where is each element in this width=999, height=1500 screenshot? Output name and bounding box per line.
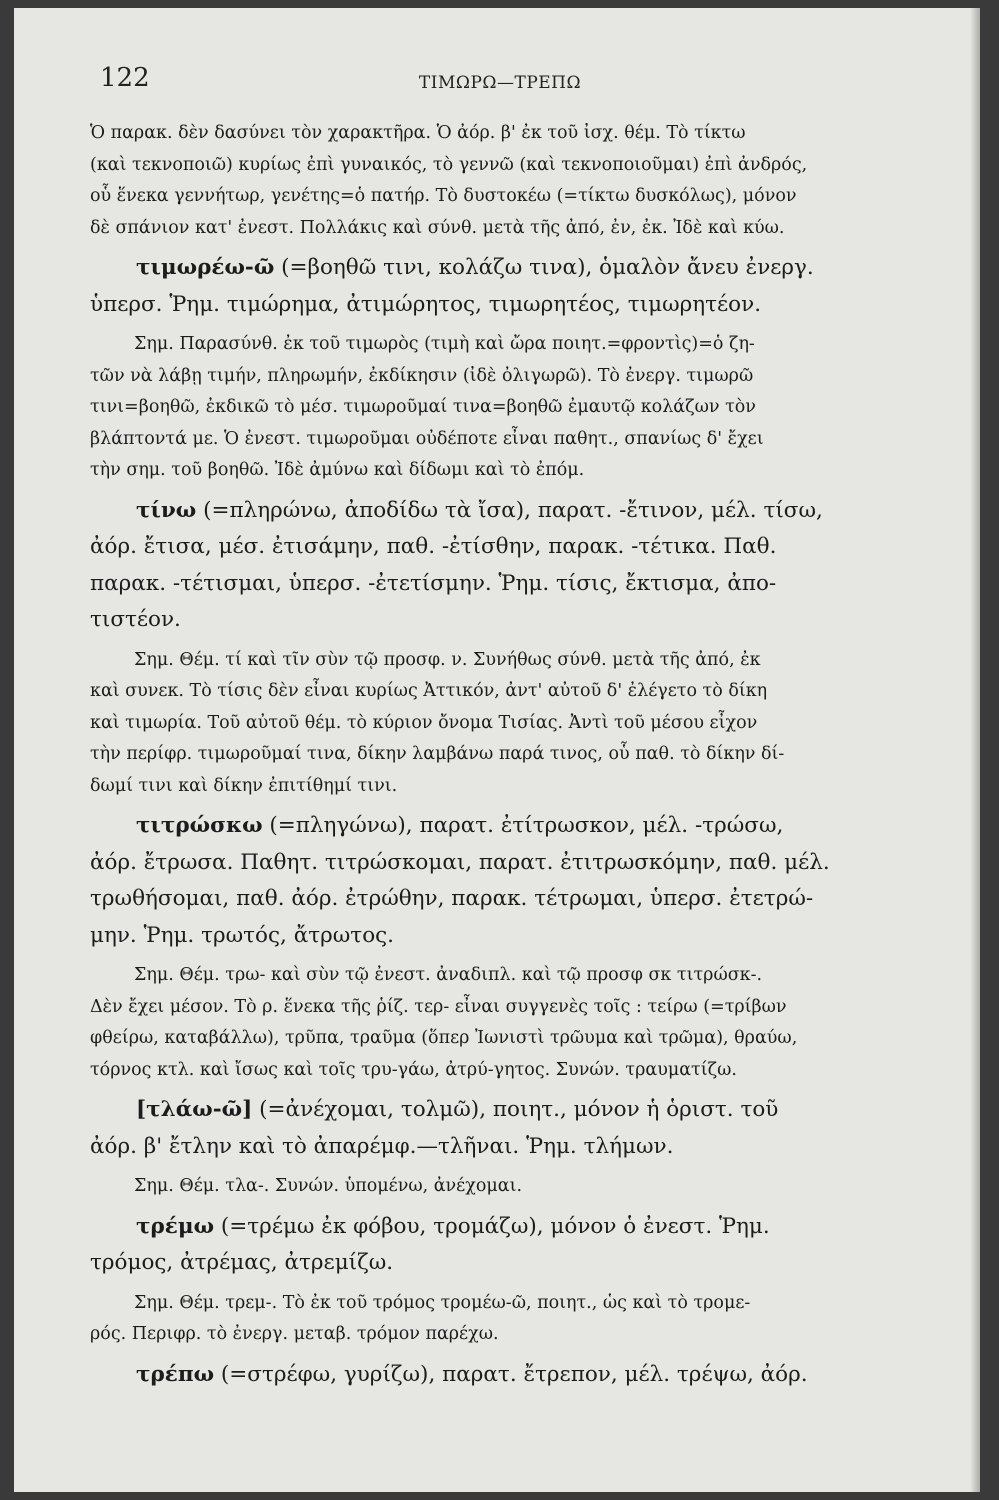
headword: [τλάω-ῶ] — [136, 1097, 253, 1122]
text-line: καὶ τιμωρία. Τοῦ αὐτοῦ θέμ. τὸ κύριον ὄνομα Τισίας. Ἀντὶ τοῦ μέσου εἶχον — [90, 712, 758, 733]
usage-note — [90, 1171, 902, 1203]
entry-first-line-text: (=πληγώνω), παρατ. ἐτίτρωσκον, μέλ. -τρώσω, — [262, 813, 784, 838]
entry-first-line — [90, 1357, 902, 1394]
text-line: τὴν περίφρ. τιμωροῦμαί τινα, δίκην λαμβάνω παρά τινος, οὗ παθ. τὸ δίκην δί- — [90, 744, 785, 764]
dictionary-body — [90, 118, 902, 1399]
text-line: Σημ. Θέμ. τλα-. Συνών. ὑπομένω, ἀνέχομαι. — [134, 1176, 523, 1196]
text-line: οὗ ἕνεκα γεννήτωρ, γενέτης=ὁ πατήρ. Τὸ δυστοκέω (=τίκτω δυσκόλως), μόνον — [90, 186, 797, 206]
usage-note — [90, 645, 902, 803]
text-line: παρακ. -τέτισμαι, ὑπερσ. -ἐτετίσμην. Ῥημ. τίσις, ἔκτισμα, ἀπο- — [90, 570, 777, 596]
text-line: Σημ. Θέμ. τρω- καὶ σὺν τῷ ἐνεστ. ἀναδιπλ. καὶ τῷ προσφ σκ τιτρώσκ-. — [134, 965, 763, 985]
text-line: φθείρω, καταβάλλω), τρῦπα, τραῦμα (ὅπερ Ἰωνιστὶ τρῶυμα καὶ τρῶμα), θραύω, — [90, 1028, 798, 1048]
text-line: (καὶ τεκνοποιῶ) κυρίως ἐπὶ γυναικός, τὸ γεννῶ (καὶ τεκνοποιοῦμαι) ἐπὶ ἀνδρός, — [90, 154, 808, 175]
text-line: ἀόρ. ἔτρωσα. Παθητ. τιτρώσκομαι, παρατ. ἐτιτρωσκόμην, παθ. μέλ. — [90, 849, 830, 875]
text-line: ὑπερσ. Ῥημ. τιμώρημα, ἀτιμώρητος, τιμωρητέος, τιμωρητέον. — [90, 291, 762, 317]
text-line: ἀόρ. β' ἔτλην καὶ τὸ ἀπαρέμφ.—τλῆναι. Ῥημ. τλήμων. — [90, 1133, 674, 1159]
text-line: καὶ συνεκ. Τὸ τίσις δὲν εἶναι κυρίως Ἀττικόν, ἀντ' αὐτοῦ δ' ἐλέγετο τὸ δίκη — [90, 681, 768, 701]
text-line: μην. Ῥημ. τρωτός, ἄτρωτος. — [90, 922, 395, 948]
text-line: Δὲν ἔχει μέσον. Τὸ ρ. ἕνεκα τῆς ῥίζ. τερ- εἶναι συγγενὲς τοῖς : τείρω (=τρίβων — [90, 996, 787, 1017]
entry-first-line — [90, 493, 902, 530]
headword: τρέμω — [136, 1213, 215, 1239]
running-head: ΤΙΜΩΡΩ—ΤΡΕΠΩ — [418, 73, 582, 93]
entry-first-line-text: (=βοηθῶ τινι, κολάζω τινα), ὁμαλὸν ἄνευ ἐνεργ. — [274, 255, 814, 280]
text-line: τόρνος κτλ. καὶ ἴσως καὶ τοῖς τρυ-γάω, ἀτρύ-γητος. Συνών. τραυματίζω. — [90, 1059, 737, 1080]
dictionary-entry — [90, 1209, 902, 1282]
headword: τιτρώσκω — [136, 813, 263, 838]
entry-first-line-text: (=πληρώνω, ἀποδίδω τὰ ἴσα), παρατ. -ἔτινον, μέλ. τίσω, — [196, 497, 823, 523]
text-line: τιστέον. — [90, 607, 181, 632]
text-line: ἀόρ. ἔτισα, μέσ. ἐτισάμην, παθ. -ἐτίσθην, παρακ. -τέτικα. Παθ. — [90, 534, 777, 559]
entry-first-line — [90, 250, 902, 287]
entry-first-line — [90, 1092, 902, 1129]
dictionary-entry — [90, 1357, 902, 1394]
text-line: Σημ. Παρασύνθ. ἐκ τοῦ τιμωρὸς (τιμὴ καὶ ὤρα ποιητ.=φροντὶς)=ὁ ζη- — [134, 334, 755, 354]
entry-first-line — [90, 1209, 902, 1246]
headword: τρέπω — [136, 1361, 215, 1387]
text-line: τρωθήσομαι, παθ. ἀόρ. ἐτρώθην, παρακ. τέτρωμαι, ὑπερσ. ἐτετρώ- — [90, 886, 814, 911]
text-line: Ὁ παρακ. δὲν δασύνει τὸν χαρακτῆρα. Ὁ ἀόρ. β' ἐκ τοῦ ἰσχ. θέμ. Τὸ τίκτω — [90, 123, 746, 143]
text-line: δωμί τινι καὶ δίκην ἐπιτίθημί τινι. — [90, 775, 398, 796]
text-line: τῶν νὰ λάβῃ τιμήν, πληρωμήν, ἐκδίκησιν (ἰδὲ ὀλιγωρῶ). Τὸ ἐνεργ. τιμωρῶ — [90, 365, 754, 386]
text-line: δὲ σπάνιον κατ' ἐνεστ. Πολλάκις καὶ σύνθ. μετὰ τῆς ἀπό, ἐν, ἐκ. Ἰδὲ καὶ κύω. — [90, 217, 785, 238]
dictionary-entry — [90, 493, 902, 639]
text-line: τινι=βοηθῶ, ἐκδικῶ τὸ μέσ. τιμωροῦμαί τινα=βοηθῶ ἐμαυτῷ κολάζων τὸν — [90, 397, 756, 417]
dictionary-entry — [90, 1092, 902, 1165]
usage-note — [90, 960, 902, 1086]
text-line: τὴν σημ. τοῦ βοηθῶ. Ἰδὲ ἀμύνω καὶ δίδωμι καὶ τὸ ἐπόμ. — [90, 460, 585, 480]
text-line: Σημ. Θέμ. τρεμ-. Τὸ ἐκ τοῦ τρόμος τρομέω-ῶ, ποιητ., ὡς καὶ τὸ τρομε- — [134, 1292, 751, 1313]
usage-note — [90, 1288, 902, 1351]
entry-first-line-text: (=τρέμω ἐκ φόβου, τρομάζω), μόνον ὁ ἐνεστ. Ῥημ. — [214, 1213, 770, 1239]
headword: τίνω — [136, 497, 197, 523]
page-number: 122 — [100, 63, 150, 93]
headword: τιμωρέω-ῶ — [136, 255, 275, 280]
usage-note — [90, 329, 902, 487]
text-line: τρόμος, ἀτρέμας, ἀτρεμίζω. — [90, 1250, 394, 1275]
entry-first-line-text: (=στρέφω, γυρίζω), παρατ. ἔτρεπον, μέλ. τρέψω, ἀόρ. — [214, 1361, 808, 1387]
scanned-page — [14, 8, 980, 1492]
dictionary-entry — [90, 250, 902, 323]
dictionary-entry — [90, 808, 902, 954]
text-line: Σημ. Θέμ. τί καὶ τῖν σὺν τῷ προσφ. ν. Συνήθως σύνθ. μετὰ τῆς ἀπό, ἐκ — [134, 649, 761, 670]
text-line: βλάπτοντά με. Ὁ ἐνεστ. τιμωροῦμαι οὐδέποτε εἶναι παθητ., σπανίως δ' ἔχει — [90, 428, 764, 449]
page-header — [100, 63, 900, 103]
entry-first-line-text: (=ἀνέχομαι, τολμῶ), ποιητ., μόνον ἡ ὁριστ. τοῦ — [252, 1097, 779, 1122]
text-line: ρός. Περιφρ. τὸ ἐνεργ. μεταβ. τρόμον παρέχω. — [90, 1324, 499, 1344]
entry-first-line — [90, 808, 902, 845]
usage-note — [90, 118, 902, 244]
